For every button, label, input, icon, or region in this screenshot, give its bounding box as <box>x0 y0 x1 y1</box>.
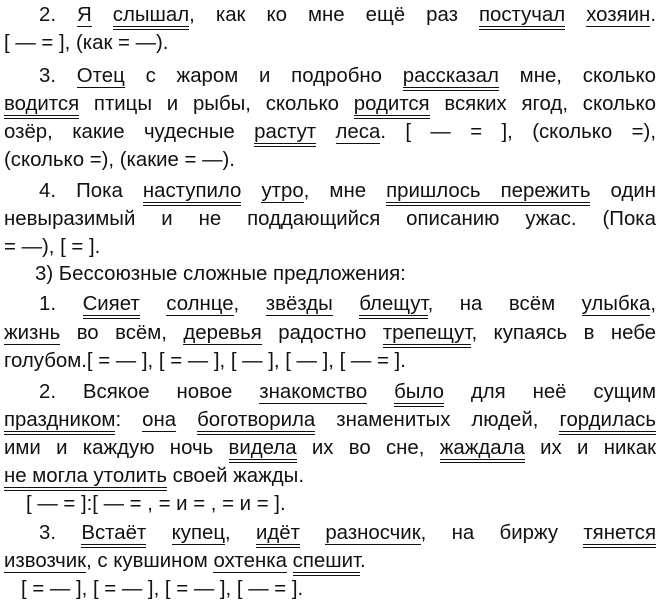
text-segment: всяких ягод, сколько <box>429 93 656 115</box>
text-segment <box>316 121 335 143</box>
text-line <box>39 292 656 316</box>
text-segment: , купаясь в небе <box>471 322 657 344</box>
text-line <box>39 380 656 404</box>
text-segment: , <box>233 293 266 315</box>
text-segment: один <box>590 180 656 202</box>
predicate-underlined: постучал <box>479 4 565 30</box>
text-line <box>39 3 656 27</box>
text-segment: = —), [ = ]. <box>4 236 101 258</box>
text-segment: [ — = ]:[ — = , = и = , = и = ]. <box>26 493 286 515</box>
text-line <box>39 179 656 203</box>
text-segment <box>287 550 293 572</box>
predicate-underlined: водится <box>4 93 79 119</box>
predicate-underlined: видела <box>229 437 297 463</box>
predicate-underlined: растут <box>254 121 316 147</box>
subject-underlined: она <box>142 409 177 431</box>
subject-underlined: хозяин <box>586 4 651 26</box>
subject-underlined: разносчик <box>325 522 421 544</box>
text-segment: с жаром и подробно <box>124 65 403 87</box>
text-segment <box>92 4 113 26</box>
predicate-underlined: гордилась <box>559 409 656 435</box>
text-segment: (сколько =), (какие = —). <box>4 149 235 171</box>
text-line <box>4 235 100 259</box>
subject-underlined: утро <box>261 180 304 202</box>
text-segment: , на биржу <box>420 522 584 544</box>
text-segment: , <box>650 293 657 315</box>
predicate-underlined: трепещут <box>383 322 472 348</box>
predicate-underlined: рассказал <box>403 65 499 91</box>
subject-underlined: улыбка <box>581 293 651 315</box>
text-segment: , <box>225 522 257 544</box>
subject-underlined: охтенка <box>213 550 287 572</box>
text-segment: [ — = ], (как = —). <box>4 32 169 54</box>
predicate-underlined: жаждала <box>440 437 525 463</box>
predicate-underlined: боготворила <box>197 409 315 435</box>
text-segment: ими и каждую ночь <box>4 437 229 459</box>
text-segment: их и никак <box>524 437 656 459</box>
subject-underlined: знакомство <box>259 381 368 403</box>
text-line <box>26 492 286 516</box>
text-segment: для неё сущим <box>443 381 656 403</box>
text-segment: , с кувшином <box>86 550 214 572</box>
text-line <box>21 577 303 601</box>
subject-underlined: Я <box>77 4 92 26</box>
text-segment: 4. Пока <box>39 180 143 202</box>
text-segment: [ = — ], [ = — ], [ = — ], [ — = ]. <box>21 578 304 600</box>
subject-underlined: леса <box>335 121 381 143</box>
predicate-underlined: Сияет <box>83 293 140 319</box>
text-segment: : <box>115 409 143 431</box>
subject-underlined: звёзды <box>265 293 333 315</box>
text-segment: мне, сколько <box>498 65 657 87</box>
text-line <box>39 521 656 545</box>
text-line <box>4 31 168 55</box>
text-line <box>4 92 656 116</box>
text-line <box>4 549 366 573</box>
predicate-underlined: не могла утолить <box>4 465 167 491</box>
text-segment <box>367 381 394 403</box>
predicate-underlined: родится <box>354 93 430 119</box>
text-segment <box>146 522 171 544</box>
text-segment: их во сне, <box>296 437 440 459</box>
text-line <box>4 321 656 345</box>
subject-underlined: деревья <box>183 322 262 344</box>
text-line <box>4 120 656 144</box>
text-segment: , на всём <box>427 293 582 315</box>
text-segment: . <box>360 550 366 572</box>
text-segment: своей жажды. <box>166 465 305 487</box>
text-segment: голубом.[ = — ], [ = — ], [ — ], [ — ], [ — = ]. <box>4 350 406 372</box>
text-segment <box>565 4 586 26</box>
text-segment: , мне <box>303 180 387 202</box>
text-segment <box>300 522 325 544</box>
predicate-underlined: было <box>394 381 444 407</box>
predicate-underlined: идёт <box>256 522 300 548</box>
text-segment: 3. <box>39 522 82 544</box>
subject-underlined: Отец <box>76 65 125 87</box>
text-segment: 3. <box>39 65 77 87</box>
predicate-underlined: Встаёт <box>81 522 146 548</box>
text-segment: 3) Бессоюзные сложные предложения: <box>35 263 406 285</box>
text-segment: птицы и рыбы, сколько <box>79 93 354 115</box>
text-segment: 2. <box>39 4 78 26</box>
text-line <box>4 148 235 172</box>
text-segment: невыразимый и не поддающийся описанию ужас. (Пока <box>4 208 656 230</box>
text-segment: . [ — = ], (сколько =), <box>380 121 656 143</box>
text-line <box>4 464 304 488</box>
subject-underlined: купец <box>171 522 226 544</box>
text-segment: . <box>650 4 656 26</box>
predicate-underlined: наступило <box>143 180 241 206</box>
text-line <box>39 64 656 88</box>
text-segment: 2. Всякое новое <box>39 381 260 403</box>
text-line <box>4 408 656 432</box>
text-segment: , как ко мне ещё раз <box>189 4 479 26</box>
text-segment <box>176 409 197 431</box>
text-segment <box>140 293 167 315</box>
predicate-underlined: блещут <box>359 293 427 319</box>
text-line <box>4 349 406 373</box>
predicate-underlined: праздником <box>4 409 115 435</box>
text-line <box>4 436 656 460</box>
predicate-underlined: пришлось пережить <box>386 180 590 206</box>
predicate-underlined: спешит <box>293 550 360 576</box>
text-segment <box>241 180 261 202</box>
text-segment: 1. <box>39 293 83 315</box>
text-segment: озёр, какие чудесные <box>4 121 255 143</box>
text-segment: знаменитых людей, <box>315 409 560 431</box>
subject-underlined: жизнь <box>4 322 61 344</box>
text-line <box>4 207 656 231</box>
text-segment: во всём, <box>60 322 184 344</box>
subject-underlined: извозчик <box>4 550 87 572</box>
predicate-underlined: слышал <box>113 4 189 30</box>
subject-underlined: солнце <box>166 293 234 315</box>
text-segment <box>333 293 360 315</box>
section-heading <box>35 262 406 286</box>
predicate-underlined: тянется <box>583 522 656 548</box>
text-segment: радостно <box>261 322 383 344</box>
